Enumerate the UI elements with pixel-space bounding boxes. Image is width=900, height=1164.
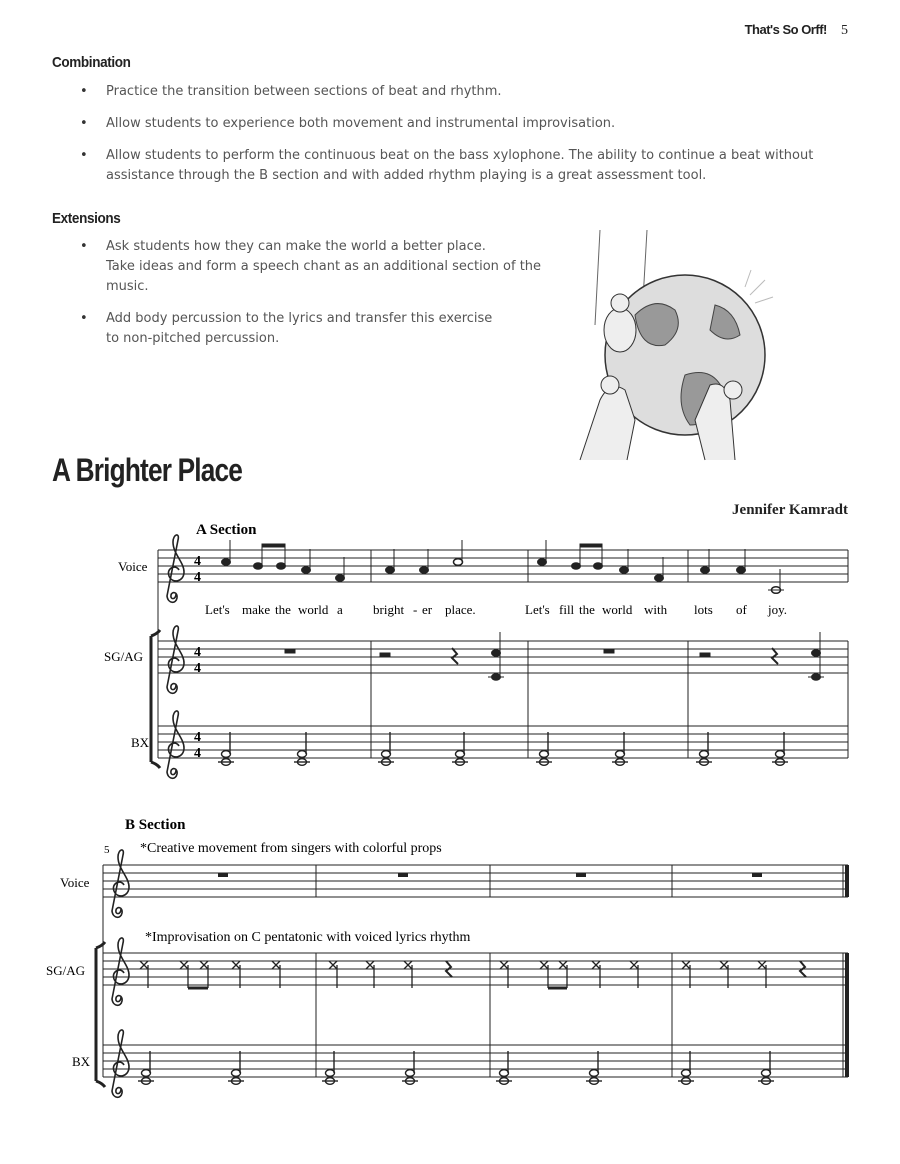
- voice-label-a: Voice: [118, 559, 148, 574]
- bx-staff-a: [158, 726, 848, 758]
- list-item: • Practice the transition between sections of beat and rhythm.: [80, 82, 840, 102]
- final-barlines: [845, 865, 849, 1077]
- lyric-syllable: the: [275, 602, 291, 617]
- voice-instruction: *Creative movement from singers with colorful props: [140, 841, 442, 856]
- bracket-a: [151, 630, 160, 768]
- sgag-staff-b: [103, 953, 848, 985]
- treble-clef: [112, 850, 129, 917]
- treble-clef: [167, 535, 184, 602]
- treble-clef: [167, 711, 184, 778]
- lyric-syllable: bright: [373, 602, 405, 617]
- bx-staff-b: [103, 1045, 848, 1077]
- section-a-label: A Section: [196, 522, 257, 538]
- lyrics-a: [205, 602, 787, 617]
- sgag-rhythm-b: [140, 961, 806, 988]
- lyric-syllable: -: [413, 602, 418, 617]
- svg-text:4: 4: [194, 554, 201, 569]
- bx-label-a: BX: [131, 735, 150, 750]
- lyric-syllable: a: [337, 602, 343, 617]
- time-signatures: [194, 554, 201, 761]
- page-number: 5: [841, 23, 848, 38]
- measure-number: 5: [104, 844, 110, 856]
- song-title: A Brighter Place: [52, 452, 243, 488]
- voice-melody-a: [222, 540, 785, 593]
- extension-1-line-2: Take ideas and form a speech chant as an additional section of the music.: [106, 259, 542, 294]
- running-title: That's So Orff!: [744, 22, 827, 37]
- lyric-syllable: fill: [559, 602, 575, 617]
- treble-clef: [112, 1030, 129, 1097]
- voice-staff-b: [103, 865, 848, 897]
- composer: Jennifer Kamradt: [732, 502, 848, 518]
- lyric-syllable: Let's: [525, 602, 550, 617]
- lyric-syllable: er: [422, 602, 433, 617]
- lyric-syllable: joy.: [768, 602, 788, 617]
- section-b-label: B Section: [125, 817, 186, 833]
- sgag-label-a: SG/AG: [104, 649, 144, 664]
- treble-clef: [167, 626, 184, 693]
- voice-label-b: Voice: [60, 875, 90, 890]
- extension-2-line-1: Add body percussion to the lyrics and transfer this exercise: [106, 311, 493, 326]
- list-item: • Allow students to perform the continuous beat on the bass xylophone. The ability to continue a beat without assistance through the B section and with added rhythm playing is a great assessment tool.: [80, 146, 840, 186]
- lyric-syllable: place.: [445, 602, 476, 617]
- bracket-b: [96, 942, 105, 1087]
- lyric-syllable: world: [298, 602, 329, 617]
- sgag-instruction: *Improvisation on C pentatonic with voiced lyrics rhythm: [145, 930, 471, 945]
- lyric-syllable: with: [644, 602, 668, 617]
- bx-part-a: [218, 732, 788, 765]
- svg-text:4: 4: [194, 746, 201, 761]
- svg-text:4: 4: [194, 730, 201, 745]
- lyric-syllable: Let's: [205, 602, 230, 617]
- lyric-syllable: make: [242, 602, 271, 617]
- bx-part-b: [138, 1051, 774, 1084]
- svg-text:4: 4: [194, 661, 201, 676]
- svg-text:4: 4: [194, 645, 201, 660]
- bx-label-b: BX: [72, 1054, 91, 1069]
- lyric-syllable: lots: [694, 602, 713, 617]
- extension-2-line-2: to non-pitched percussion.: [106, 331, 280, 346]
- sgag-staff-a: [158, 641, 848, 673]
- sgag-label-b: SG/AG: [46, 963, 86, 978]
- treble-clef: [112, 938, 129, 1005]
- extension-1-line-1: Ask students how they can make the world a better place.: [106, 239, 486, 254]
- combination-heading: Combination: [52, 54, 131, 71]
- list-item: • Allow students to experience both movement and instrumental improvisation.: [80, 114, 840, 134]
- svg-text:4: 4: [194, 570, 201, 585]
- lyric-syllable: world: [602, 602, 633, 617]
- lyric-syllable: the: [579, 602, 595, 617]
- lyric-syllable: of: [736, 602, 747, 617]
- extensions-heading: Extensions: [52, 210, 121, 227]
